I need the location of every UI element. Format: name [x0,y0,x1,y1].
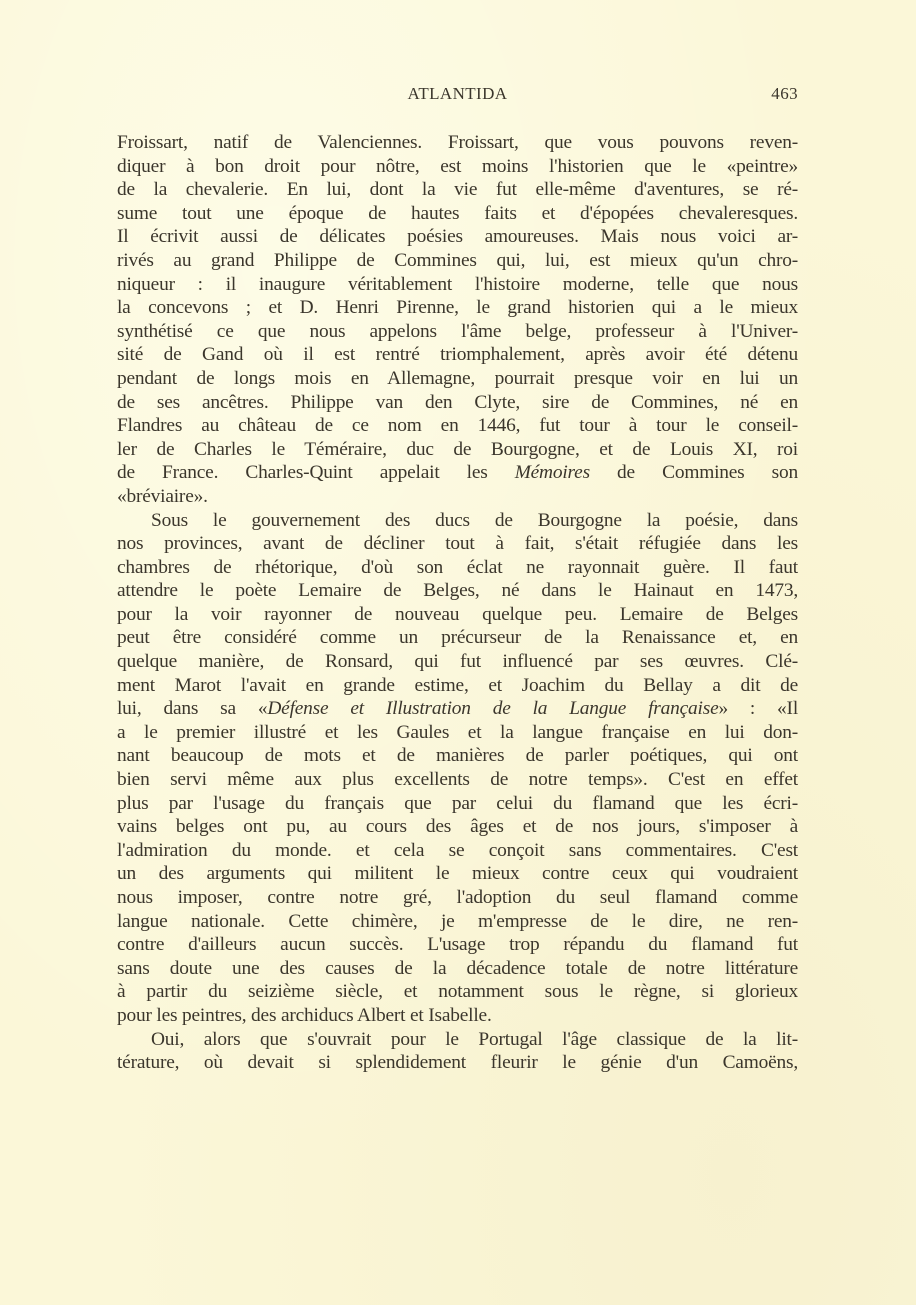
page-number: 463 [771,84,798,103]
text-line: l'admiration du monde. et cela se conçoit sans commentaires. C'est [117,839,798,861]
text-line: de la chevalerie. En lui, dont la vie fut elle-même d'aventures, se ré- [117,179,798,201]
italic-title-memoires: Mémoires [514,462,590,484]
italic-title-defense: Défense et Illustration de la Langue française [267,698,719,720]
text-line: pour la voir rayonner de nouveau quelque peu. Lemaire de Belges [117,603,798,625]
text-line: nous imposer, contre notre gré, l'adoption du seul flamand comme [117,887,798,908]
text-line: «bréviaire». [117,485,208,507]
running-head [117,84,798,108]
text-line: pendant de longs mois en Allemagne, pourrait presque voir en lui un [117,367,798,389]
text-line: a le premier illustré et les Gaules et la langue française en lui don- [117,721,798,743]
paragraph [117,131,798,509]
text-line: langue nationale. Cette chimère, je m'empresse de le dire, ne ren- [117,910,798,932]
text-line: peut être considéré comme un précurseur de la Renaissance et, en [117,627,798,649]
text-line: ler de Charles le Téméraire, duc de Bourgogne, et de Louis XI, roi [117,438,798,460]
text-line: Il écrivit aussi de délicates poésies amoureuses. Mais nous voici ar- [117,226,798,248]
text-line: nant beaucoup de mots et de manières de parler poétiques, qui ont [117,745,798,767]
text-line: synthétisé ce que nous appelons l'âme belge, professeur à l'Univer- [117,320,798,342]
text-line: sume tout une époque de hautes faits et d'épopées chevaleresques. [117,202,798,224]
text-run: lui, dans sa « [117,698,268,720]
text-line: de ses ancêtres. Philippe van den Clyte, sire de Commines, né en [117,391,798,413]
text-line: Froissart, natif de Valenciennes. Froissart, que vous pouvons reven- [117,132,798,153]
text-line: un des arguments qui militent le mieux contre ceux qui voudraient [117,863,798,885]
text-line: à partir du seizième siècle, et notamment sous le règne, si glorieux [117,981,798,1003]
text-line: quelque manière, de Ronsard, qui fut influencé par ses œuvres. Clé- [117,651,798,673]
text-line: diquer à bon droit pour nôtre, est moins l'historien que le «peintre» [117,155,798,177]
text-line: niqueur : il inaugure véritablement l'histoire moderne, telle que nous [117,273,798,295]
text-line: sité de Gand où il est rentré triomphalement, après avoir été détenu [117,344,798,366]
text-line: Sous le gouvernement des ducs de Bourgogne la poésie, dans [151,509,798,531]
book-page [117,0,798,1305]
text-line: ment Marot l'avait en grande estime, et Joachim du Bellay a dit de [117,674,798,696]
text-line: térature, où devait si splendidement fleurir le génie d'un Camoëns, [117,1052,798,1074]
text-run: de Commines son [589,462,798,484]
paragraph [117,1028,798,1075]
text-line [117,697,798,721]
text-run: de France. Charles-Quint appelait les [117,462,515,484]
text-line: la concevons ; et D. Henri Pirenne, le grand historien qui a le mieux [117,297,798,319]
text-line: Flandres au château de ce nom en 1446, fut tour à tour le conseil- [117,415,798,437]
text-line: vains belges ont pu, au cours des âges et de nos jours, s'imposer à [117,816,798,838]
paragraph [117,509,798,1028]
text-line: nos provinces, avant de décliner tout à fait, s'était réfugiée dans les [117,533,798,555]
text-line: pour les peintres, des archiducs Albert et Isabelle. [117,1004,492,1026]
text-run: » : «Il [718,698,799,720]
text-line: attendre le poète Lemaire de Belges, né dans le Hainaut en 1473, [117,580,798,602]
text-line: Oui, alors que s'ouvrait pour le Portugal l'âge classique de la lit- [151,1028,798,1050]
text-line: contre d'ailleurs aucun succès. L'usage trop répandu du flamand fut [117,934,798,956]
text-line: bien servi même aux plus excellents de notre temps». C'est en effet [117,769,798,791]
text-line [117,461,798,485]
text-line: rivés au grand Philippe de Commines qui, lui, est mieux qu'un chro- [117,249,798,271]
running-title: ATLANTIDA [407,84,508,103]
text-line: sans doute une des causes de la décadence totale de notre littérature [117,957,798,979]
body-text [117,131,798,1075]
text-line: plus par l'usage du français que par celui du flamand que les écri- [117,792,798,814]
text-line: chambres de rhétorique, d'où son éclat ne rayonnait guère. Il faut [117,556,798,578]
